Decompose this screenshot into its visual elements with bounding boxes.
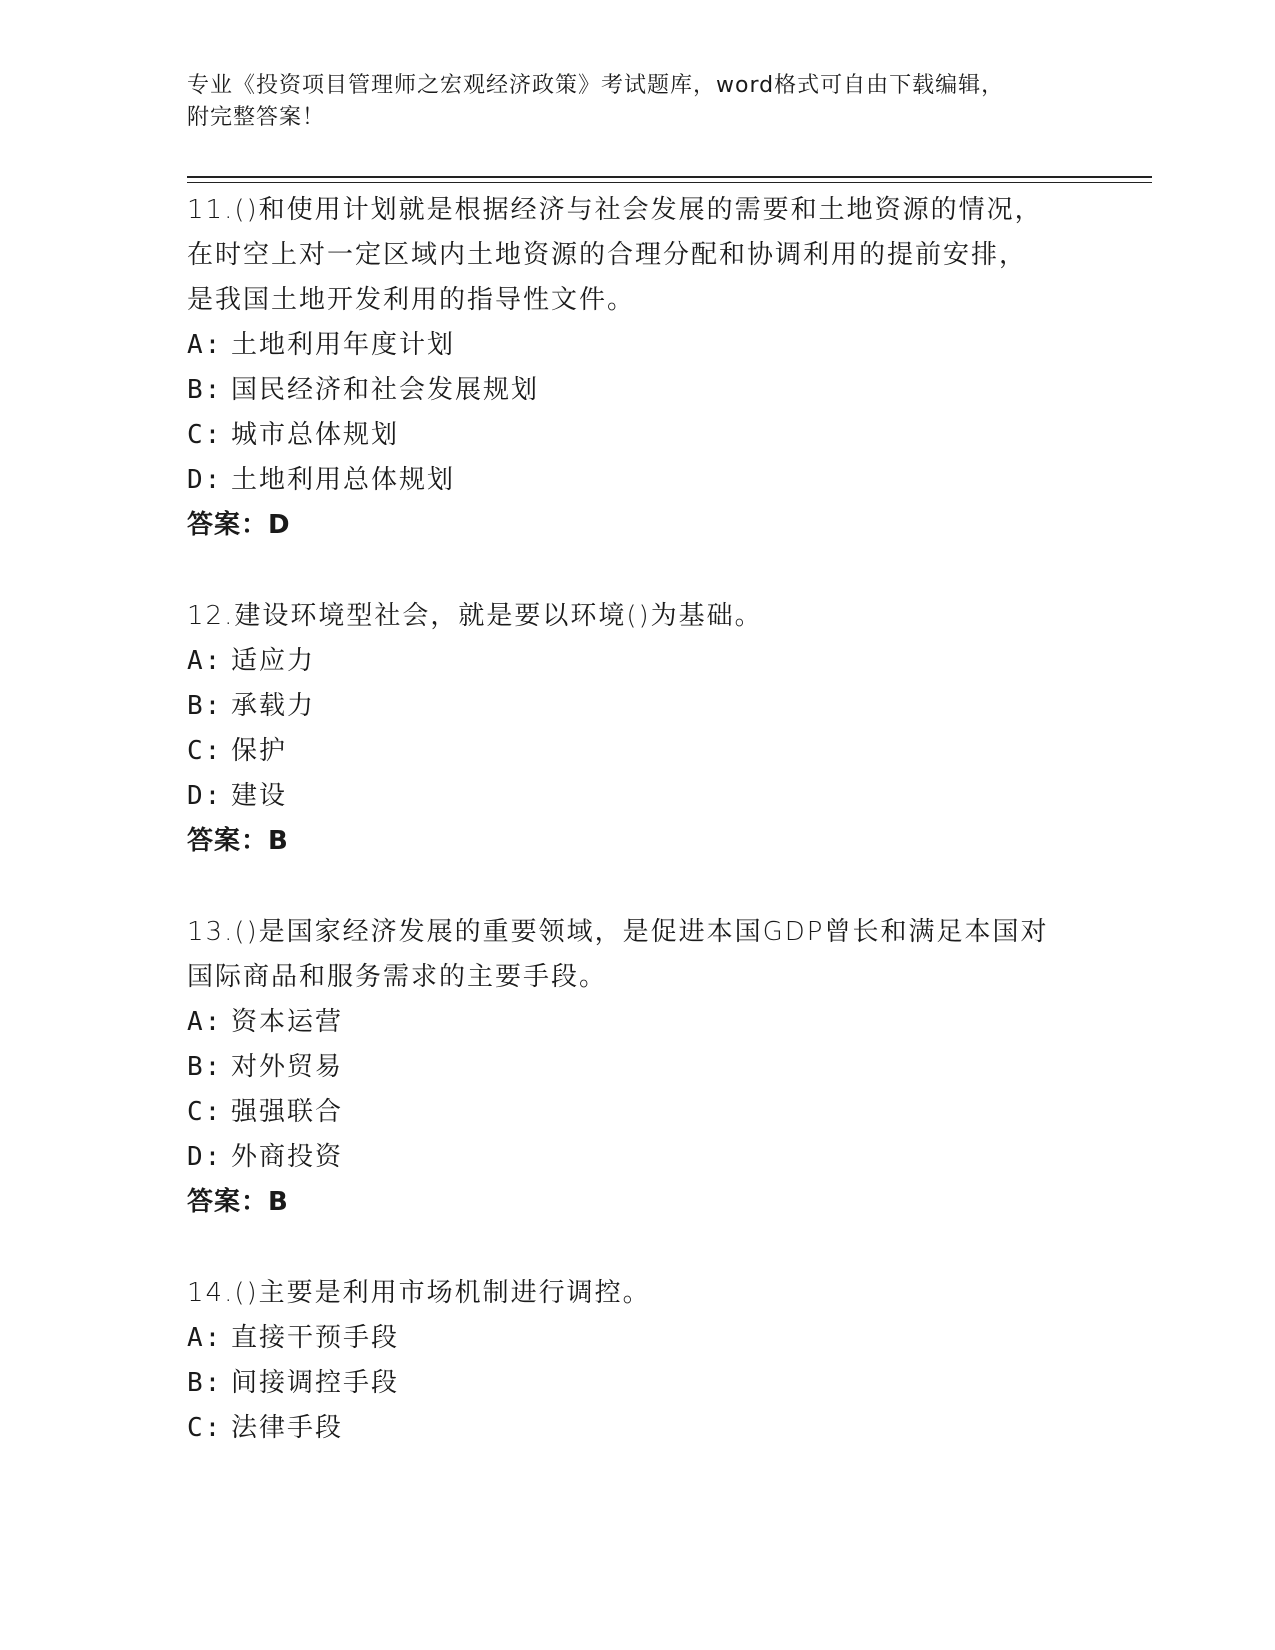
- option-a: [187, 1316, 1087, 1361]
- option-text: 强强联合: [231, 1097, 344, 1127]
- option-text: 建设: [231, 781, 288, 811]
- question-11: [187, 188, 1087, 548]
- option-text: 法律手段: [231, 1413, 344, 1443]
- option-text: 保护: [231, 736, 288, 766]
- question-14: [187, 1271, 1087, 1451]
- option-key: A:: [187, 646, 223, 676]
- option-text: 城市总体规划: [231, 420, 400, 450]
- question-stem: [187, 1271, 1087, 1316]
- header-divider-thin: [187, 182, 1152, 183]
- option-b: [187, 368, 1087, 413]
- question-stem: [187, 910, 1087, 1000]
- option-text: 承载力: [231, 691, 316, 721]
- option-text: 国民经济和社会发展规划: [231, 375, 540, 405]
- question-12: [187, 594, 1087, 864]
- option-d: [187, 1135, 1087, 1180]
- answer-line: 答案：D: [187, 510, 291, 540]
- option-c: [187, 413, 1087, 458]
- option-text: 对外贸易: [231, 1052, 344, 1082]
- option-key: C:: [187, 420, 223, 450]
- option-key: C:: [187, 1413, 223, 1443]
- option-key: B:: [187, 691, 223, 721]
- question-stem: [187, 594, 1087, 639]
- option-d: [187, 458, 1087, 503]
- header-line-2: 附完整答案！: [187, 105, 326, 130]
- stem-line: 14.()主要是利用市场机制进行调控。: [187, 1278, 651, 1308]
- option-text: 间接调控手段: [231, 1368, 400, 1398]
- option-text: 适应力: [231, 646, 316, 676]
- option-key: D:: [187, 1142, 223, 1172]
- document-header: [187, 70, 1107, 134]
- question-list: [187, 188, 1087, 1497]
- option-key: A:: [187, 1007, 223, 1037]
- stem-line: 11.()和使用计划就是根据经济与社会发展的需要和土地资源的情况，: [187, 195, 1043, 225]
- option-key: C:: [187, 1097, 223, 1127]
- option-c: [187, 729, 1087, 774]
- option-b: [187, 1361, 1087, 1406]
- answer-line: 答案：B: [187, 826, 289, 856]
- option-a: [187, 323, 1087, 368]
- stem-line: 在时空上对一定区域内土地资源的合理分配和协调利用的提前安排，: [187, 240, 1028, 270]
- option-key: B:: [187, 1368, 223, 1398]
- option-text: 土地利用总体规划: [231, 465, 456, 495]
- header-line-1: 专业《投资项目管理师之宏观经济政策》考试题库，word格式可自由下载编辑，: [187, 73, 1005, 98]
- option-text: 资本运营: [231, 1007, 344, 1037]
- question-stem: [187, 188, 1087, 323]
- stem-line: 是我国土地开发利用的指导性文件。: [187, 285, 636, 315]
- option-c: [187, 1406, 1087, 1451]
- option-text: 直接干预手段: [231, 1323, 400, 1353]
- answer-line: 答案：B: [187, 1187, 289, 1217]
- option-key: A:: [187, 1323, 223, 1353]
- stem-line: 12.建设环境型社会，就是要以环境()为基础。: [187, 601, 763, 631]
- option-d: [187, 774, 1087, 819]
- option-c: [187, 1090, 1087, 1135]
- option-text: 外商投资: [231, 1142, 344, 1172]
- header-divider-thick: [187, 176, 1152, 178]
- option-b: [187, 1045, 1087, 1090]
- option-key: A:: [187, 330, 223, 360]
- option-b: [187, 684, 1087, 729]
- option-key: B:: [187, 375, 223, 405]
- question-13: [187, 910, 1087, 1225]
- option-key: D:: [187, 781, 223, 811]
- stem-line: 13.()是国家经济发展的重要领域，是促进本国GDP曾长和满足本国对: [187, 917, 1049, 947]
- option-text: 土地利用年度计划: [231, 330, 456, 360]
- option-a: [187, 1000, 1087, 1045]
- option-key: B:: [187, 1052, 223, 1082]
- option-key: D:: [187, 465, 223, 495]
- option-key: C:: [187, 736, 223, 766]
- stem-line: 国际商品和服务需求的主要手段。: [187, 962, 608, 992]
- option-a: [187, 639, 1087, 684]
